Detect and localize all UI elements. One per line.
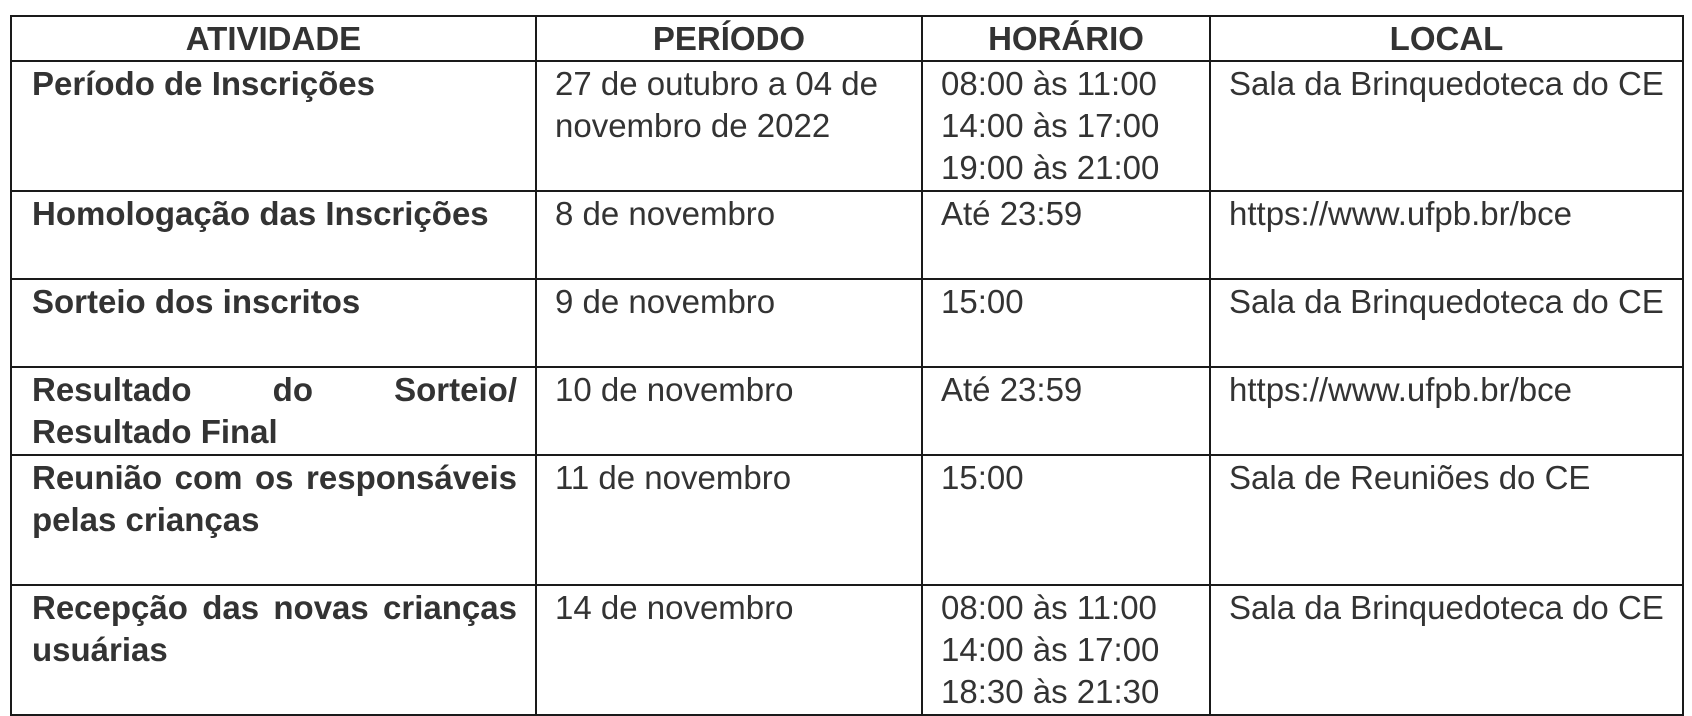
period-cell: 9 de novembro (536, 279, 922, 367)
time-value: 19:00 às 21:00 (941, 149, 1160, 186)
schedule-table (10, 15, 1684, 716)
location-cell: Sala de Reuniões do CE (1210, 455, 1683, 585)
time-cell (922, 367, 1210, 455)
location-cell: Sala da Brinquedoteca do CE (1210, 585, 1683, 715)
time-cell (922, 585, 1210, 715)
table-header (11, 16, 1683, 61)
table-row (11, 367, 1683, 455)
time-value: 14:00 às 17:00 (941, 631, 1160, 668)
time-value: Até 23:59 (941, 371, 1083, 408)
activity-cell: Homologação das Inscrições (11, 191, 536, 279)
location-cell: https://www.ufpb.br/bce (1210, 191, 1683, 279)
header-row (11, 16, 1683, 61)
time-value: 14:00 às 17:00 (941, 107, 1160, 144)
activity-cell: Sorteio dos inscritos (11, 279, 536, 367)
time-value: 08:00 às 11:00 (941, 65, 1157, 102)
period-cell: 10 de novembro (536, 367, 922, 455)
header-period: PERÍODO (536, 16, 922, 61)
activity-cell: Resultado do Sorteio/ Resultado Final (11, 367, 536, 455)
activity-cell: Período de Inscrições (11, 61, 536, 191)
time-value: 08:00 às 11:00 (941, 589, 1157, 626)
time-cell (922, 191, 1210, 279)
table-body (11, 61, 1683, 715)
table-row (11, 191, 1683, 279)
table-row (11, 279, 1683, 367)
location-cell: Sala da Brinquedoteca do CE (1210, 61, 1683, 191)
time-value: Até 23:59 (941, 195, 1083, 232)
time-cell (922, 455, 1210, 585)
period-cell: 27 de outubro a 04 de novembro de 2022 (536, 61, 922, 191)
table-row (11, 455, 1683, 585)
location-cell: https://www.ufpb.br/bce (1210, 367, 1683, 455)
table-row (11, 585, 1683, 715)
period-cell: 14 de novembro (536, 585, 922, 715)
time-value: 15:00 (941, 459, 1024, 496)
table-row (11, 61, 1683, 191)
header-time: HORÁRIO (922, 16, 1210, 61)
time-cell (922, 61, 1210, 191)
period-cell: 11 de novembro (536, 455, 922, 585)
header-location: LOCAL (1210, 16, 1683, 61)
period-cell: 8 de novembro (536, 191, 922, 279)
location-cell: Sala da Brinquedoteca do CE (1210, 279, 1683, 367)
activity-cell: Recepção das novas crianças usuárias (11, 585, 536, 715)
activity-cell: Reunião com os responsáveis pelas crianças (11, 455, 536, 585)
time-value: 18:30 às 21:30 (941, 673, 1160, 710)
header-activity: ATIVIDADE (11, 16, 536, 61)
time-value: 15:00 (941, 283, 1024, 320)
time-cell (922, 279, 1210, 367)
